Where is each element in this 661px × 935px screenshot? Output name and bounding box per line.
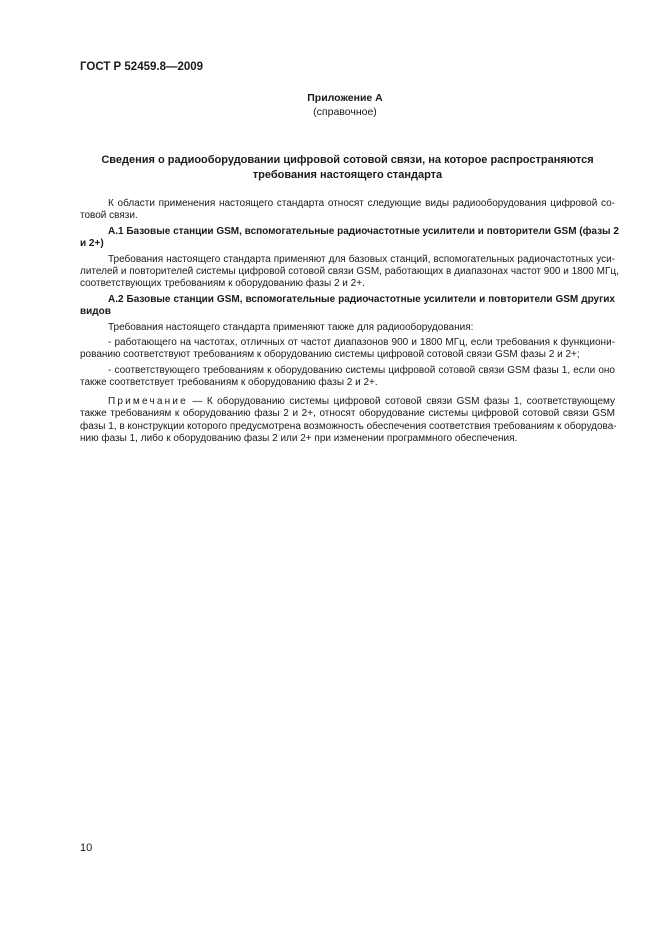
text-line: соответствующих требованиям к оборудованию фазы 2 и 2+. [80, 278, 365, 290]
paragraph [80, 322, 615, 334]
paragraph [80, 337, 615, 362]
text-line: видов [80, 306, 111, 318]
text-line: Требования настоящего стандарта применяют для базовых станций, вспомогательных радиочастотных уси- [108, 253, 615, 265]
note-text: — К оборудованию системы цифровой сотовой связи GSM фазы 1, соответствующему [187, 395, 615, 407]
text-line: и 2+) [80, 238, 104, 250]
text-line: А.2 Базовые станции GSM, вспомогательные радиочастотные усилители и повторители GSM других [108, 293, 615, 305]
text-line [80, 396, 615, 408]
page-number: 10 [80, 842, 93, 854]
section-heading [80, 294, 615, 319]
text-line: К области применения настоящего стандарта относят следующие виды радиооборудования цифровой со- [108, 198, 615, 209]
text-line: нию фазы 1, либо к оборудованию фазы 2 или 2+ при изменении программного обеспечения. [80, 432, 518, 444]
text-line: товой связи. [80, 210, 138, 222]
section-heading [80, 225, 619, 251]
appendix-subtitle: (справочное) [313, 106, 377, 118]
appendix-heading [80, 153, 615, 183]
note [80, 396, 615, 446]
heading-line: требования настоящего стандарта [252, 169, 443, 181]
paragraph [80, 253, 619, 291]
document-id: ГОСТ Р 52459.8—2009 [80, 61, 204, 73]
paragraph [80, 365, 615, 390]
text-line: - соответствующего требованиям к оборудованию системы цифровой сотовой связи GSM фазы 1, если оно [108, 364, 615, 376]
text-line: также соответствует требованиям к оборудованию фазы 2 и 2+. [80, 377, 378, 389]
appendix-title: Приложение А [307, 92, 383, 104]
text-line: Требования настоящего стандарта применяют также для радиооборудования: [108, 321, 474, 333]
paragraph [80, 198, 615, 223]
text-line: - работающего на частотах, отличных от частот диапазонов 900 и 1800 МГц, если требования к функциони- [108, 337, 615, 349]
text-line: А.1 Базовые станции GSM, вспомогательные радиочастотные усилители и повторители GSM (фазы 2 [108, 225, 619, 237]
text-line: фазы 1, в конструкции которого предусмотрена возможность обеспечения соответствия требованиям к оборудова- [80, 420, 617, 432]
text-line: лителей и повторителей системы цифровой сотовой связи GSM, работающих в диапазонах частот 900 и 1800 МГц, [80, 266, 619, 278]
heading-line: Сведения о радиооборудовании цифровой сотовой связи, на которое распространяются [101, 154, 594, 166]
note-label: Примечание [108, 395, 188, 407]
text-line: также требованиям к оборудованию фазы 2 и 2+, относят оборудование системы цифровой сотовой связи GSM [80, 408, 615, 420]
text-line: рованию соответствуют требованиям к оборудованию системы цифровой сотовой связи GSM фазы 2 и 2+; [80, 349, 580, 361]
document-body [80, 198, 619, 448]
appendix-label [280, 91, 410, 119]
